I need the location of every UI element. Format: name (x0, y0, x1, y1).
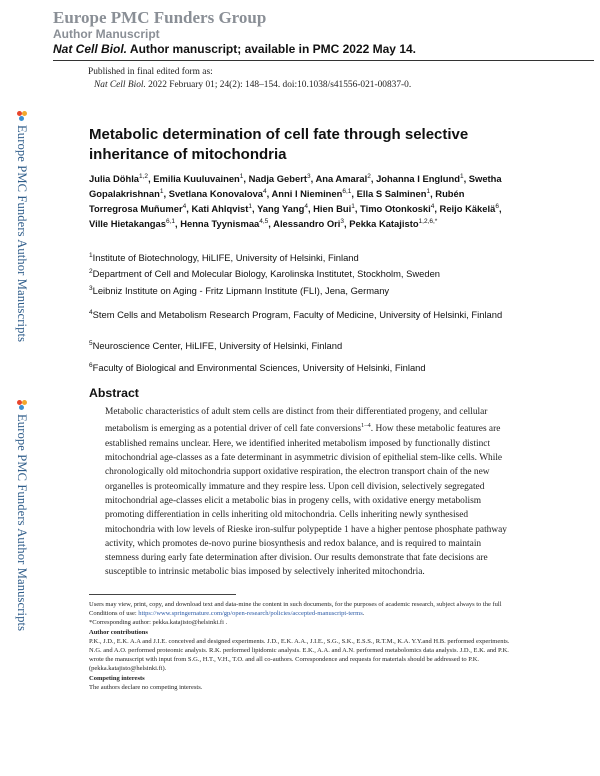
article-title: Metabolic determination of cell fate through selective inheritance of mitochondria (89, 126, 469, 163)
contributions-heading: Author contributions (89, 628, 148, 636)
author-name: Timo Otonkoski (360, 203, 431, 215)
affiliation-item (89, 306, 529, 321)
author-affiliation-ref: 1 (426, 188, 431, 196)
footnotes (89, 600, 514, 692)
author-affiliation-ref: 2 (367, 173, 371, 180)
author-manuscript-label: Author Manuscript (53, 27, 160, 41)
author-separator: , (243, 173, 249, 185)
affiliation-item (89, 337, 529, 352)
author-affiliation-ref: 3 (306, 173, 311, 180)
author-separator: , (463, 173, 469, 185)
citation-details: 2022 February 01; 24(2): 148–154. doi:10.1038/s41556-021-00837-0. (145, 80, 412, 90)
competing-interests-text: The authors declare no competing interests. (89, 683, 203, 691)
affiliation-number: 1 (89, 252, 93, 259)
affiliation-text: Stem Cells and Metabolism Research Program, Faculty of Medicine, University of Helsinki, Finland (92, 309, 503, 321)
author-affiliation-ref: 6,1 (165, 218, 175, 226)
author-affiliation-ref: 4 (263, 188, 267, 196)
page-header (53, 8, 593, 57)
author-separator: , (148, 173, 154, 185)
abstract-body (105, 405, 512, 580)
abstract-heading: Abstract (89, 386, 139, 400)
affiliation-text: Faculty of Biological and Environmental Sciences, University of Helsinki, Finland (92, 362, 426, 374)
affiliation-item (89, 265, 529, 280)
author-separator: , (344, 218, 350, 230)
affiliation-number: 4 (89, 309, 93, 316)
author-name: Johanna I Englund (376, 173, 460, 185)
footnote-divider (89, 594, 236, 595)
affiliation-item (89, 282, 529, 297)
author-separator: , (370, 173, 377, 185)
author-separator: , (307, 203, 314, 215)
author-name: Ville Hietakangas (89, 218, 166, 230)
author-affiliation-ref: 4,5 (259, 218, 269, 226)
author-separator: , (266, 188, 272, 200)
author-separator: , (498, 203, 502, 215)
author-affiliation-ref: 1 (351, 203, 355, 211)
contributions-text: P.K., J.D., E.K. A.A and J.I.E. conceived and designed experiments. J.D., E.K. A.A., J.I.E., S.G., S.K., E.S.S., R.T.M., K.A. Y.Y.and H.B. performed experiments. N.G. and A.O. performed proteomic analysis. R.K. performed lipidomic analysis. E.K., A.A. and A.N. performed metabolomics data analysis. J.D., E.K. and P.K. wrote the manuscript with input from S.G., H.T., V.H., T.O. and all co-authors. Correspondence and requests for materials should be addressed to P.K. (pekka.katajisto@helsinki.fi). (89, 637, 510, 673)
author-name: Emilia Kuuluvainen (153, 173, 240, 185)
affiliation-number: 6 (89, 362, 93, 369)
terms-of-use: Users may view, print, copy, and download text and data-mine the content in such documents, for the purposes of academic research, subject always to the full Conditions of use: https://www.springernature.com/gp/open-research/policies/accepted-manuscript-terms. (89, 601, 502, 618)
author-name: Pekka Katajisto (349, 218, 419, 230)
funders-group-title: Europe PMC Funders Group (53, 8, 267, 27)
affiliation-number: 5 (89, 340, 93, 347)
affiliation-text: Institute of Biotechnology, HiLIFE, University of Helsinki, Finland (92, 252, 359, 264)
competing-interests-heading: Competing interests (89, 674, 145, 682)
sidebar-text: Europe PMC Funders Author Manuscripts (15, 125, 29, 343)
sidebar-watermark-top (14, 111, 30, 342)
author-separator: , (351, 188, 357, 200)
author-list (89, 170, 509, 231)
author-separator: , (434, 203, 440, 215)
affiliation-text: Leibniz Institute on Aging - Fritz Lipmann Institute (FLI), Jena, Germany (92, 285, 390, 297)
author-affiliation-ref: 4 (430, 203, 435, 211)
author-name: Kati Ahlqvist (191, 203, 249, 215)
citation-line (88, 79, 411, 92)
affiliation-text: Neuroscience Center, HiLIFE, University of Helsinki, Finland (92, 340, 343, 352)
author-name: Rubén Torregrosa Muñumer (89, 188, 465, 215)
author-affiliation-ref: 1,2,6,* (418, 218, 438, 226)
author-affiliation-ref: 1 (248, 203, 253, 211)
affiliation-text: Department of Cell and Molecular Biology, Karolinska Institutet, Stockholm, Sweden (92, 268, 441, 280)
abstract-text-rest: . How these metabolic features are established remains unclear. Here, we identified inherited metabolism imposed by functionally distinct mitochondrial age-classes as a fate determinant in asymmetric division of epithelial stem-like cells. While chronologically old mitochondria support oxidative respiration, the electron transport chain of the new organelles is proteomically immature and they respire less. Upon cell division, selectively segregated mitochondrial age-classes elicit a metabolic bias in progeny cells, with oxidative energy metabolism promoting differentiation in cells inheriting old mitochondria. Cells inheriting newly synthesised mitochondria with low levels of Rieske iron-sulfur polypeptide 1 have a higher pentose phosphate pathway activity, which promotes de-novo purine biosynthesis and redox balance, and is required to maintain stemness during early fate determination after division. Our results demonstrate that fate decisions are susceptible to intrinsic metabolic bias imposed by selectively inherited mitochondria. (105, 424, 507, 578)
author-name: Julia Döhla (89, 173, 140, 185)
published-note (88, 66, 411, 92)
author-separator: , (430, 188, 436, 200)
terms-link[interactable]: https://www.springernature.com/gp/open-research/policies/accepted-manuscript-terms (138, 610, 363, 618)
author-affiliation-ref: 3 (340, 218, 345, 226)
author-name: Svetlana Konovalova (168, 188, 264, 200)
published-label: Published in final edited form as: (88, 67, 213, 77)
author-name: Ana Amaral (315, 173, 368, 185)
affiliation-item (89, 249, 529, 264)
header-divider (53, 60, 594, 61)
author-separator: , (163, 188, 169, 200)
author-separator: , (186, 203, 192, 215)
availability-text: Author manuscript; available in PMC 2022 May 14. (127, 42, 416, 56)
europe-pmc-logo-icon (17, 400, 27, 410)
author-separator: , (252, 203, 258, 215)
sidebar-text: Europe PMC Funders Author Manuscripts (15, 414, 29, 632)
author-name: Ella S Salminen (356, 188, 427, 200)
abstract-text-start: Metabolic characteristics of adult stem cells are distinct from their differentiated progeny, and cellular metabolism is emerging as a potential driver of cell fate conversions (105, 407, 488, 435)
author-name: Alessandro Ori (273, 218, 341, 230)
author-affiliation-ref: 4 (182, 203, 187, 211)
author-affiliation-ref: 6 (495, 203, 499, 211)
author-affiliation-ref: 6,1 (342, 188, 352, 196)
author-affiliation-ref: 1 (239, 173, 244, 180)
author-separator: , (310, 173, 316, 185)
journal-name: Nat Cell Biol. (53, 42, 128, 56)
author-separator: , (268, 218, 274, 230)
affiliation-number: 2 (89, 268, 93, 275)
corresponding-author: *Corresponding author: pekka.katajisto@helsinki.fi . (89, 619, 228, 627)
author-affiliation-ref: 4 (304, 203, 308, 211)
author-name: Anni I Nieminen (271, 188, 343, 200)
citation-journal: Nat Cell Biol. (94, 80, 146, 90)
author-name: Nadja Gebert (248, 173, 307, 185)
europe-pmc-logo-icon (17, 111, 27, 121)
journal-line (53, 42, 593, 57)
author-separator: , (175, 218, 181, 230)
author-affiliation-ref: 1 (159, 188, 164, 196)
author-name: Hien Bui (313, 203, 352, 215)
author-affiliation-ref: 1 (459, 173, 464, 180)
citation-reference: 1–4 (361, 422, 371, 430)
author-name: Swetha Gopalakrishnan (89, 173, 502, 200)
author-name: Henna Tyynismaa (180, 218, 260, 230)
sidebar-watermark-bottom (14, 400, 30, 631)
affiliation-item (89, 359, 529, 374)
author-separator: , (354, 203, 361, 215)
author-name: Reijo Käkelä (439, 203, 496, 215)
affiliation-number: 3 (89, 285, 93, 292)
author-name: Yang Yang (257, 203, 305, 215)
author-affiliation-ref: 1,2 (139, 173, 149, 180)
